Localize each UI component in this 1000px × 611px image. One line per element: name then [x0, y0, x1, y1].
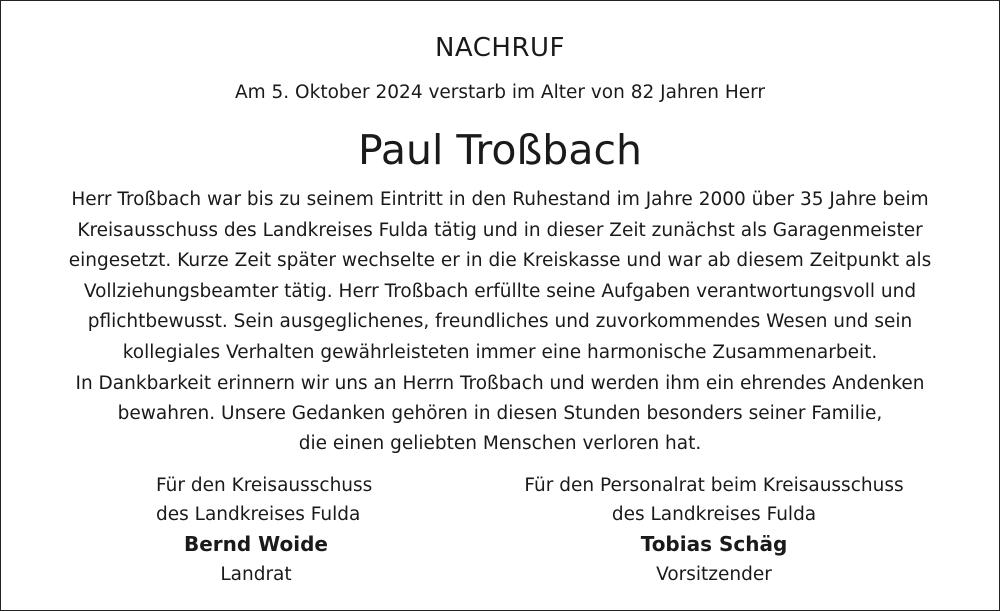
paragraph-line: Vollziehungsbeamter tätig. Herr Troßbach erfüllte seine Aufgaben verantwortungsvoll und — [83, 280, 917, 302]
signature-org-line: Für den Personalrat beim Kreisausschuss — [524, 475, 904, 496]
paragraph-line: Herr Troßbach war bis zu seinem Eintritt in den Ruhestand im Jahre 2000 über 35 Jahre beim — [71, 189, 929, 210]
paragraph-line: bewahren. Unsere Gedanken gehören in diesen Stunden besonders seiner Familie, — [117, 403, 883, 424]
paragraph-line: pflichtbewusst. Sein ausgeglichenes, freundliches und zuvorkommendes Wesen und sein — [87, 311, 913, 332]
signature-block-right — [494, 471, 934, 590]
signatory-role: Landrat — [220, 564, 292, 585]
intro-line: Am 5. Oktober 2024 verstarb im Alter von 82 Jahren Herr — [234, 82, 766, 103]
paragraph-remembrance — [31, 369, 969, 459]
paragraph-line: Kreisausschuss des Landkreises Fulda tätig und in dieser Zeit zunächst als Garagenmeister — [77, 219, 923, 241]
paragraph-line: die einen geliebten Menschen verloren hat. — [298, 433, 702, 454]
signatory-name: Bernd Woide — [183, 532, 328, 556]
paragraph-line: kollegiales Verhalten gewährleisteten immer eine harmonische Zusammenarbeit. — [122, 341, 878, 363]
deceased-name: Paul Troßbach — [358, 126, 642, 174]
paragraph-line: In Dankbarkeit erinnern wir uns an Herrn Troßbach und werden ihm ein ehrendes Andenken — [75, 373, 925, 394]
paragraph-line: eingesetzt. Kurze Zeit später wechselte er in die Kreiskasse und war ab diesem Zeitpunkt als — [68, 250, 932, 271]
signature-org-line: des Landkreises Fulda — [611, 504, 817, 525]
heading: NACHRUF — [434, 33, 566, 63]
signature-org-line: Für den Kreisausschuss — [156, 475, 373, 496]
signatory-name: Tobias Schäg — [640, 532, 788, 556]
signatory-role: Vorsitzender — [656, 564, 772, 585]
signature-org-line: des Landkreises Fulda — [156, 504, 361, 525]
paragraph-career — [31, 185, 969, 368]
signature-block-left — [156, 471, 373, 590]
